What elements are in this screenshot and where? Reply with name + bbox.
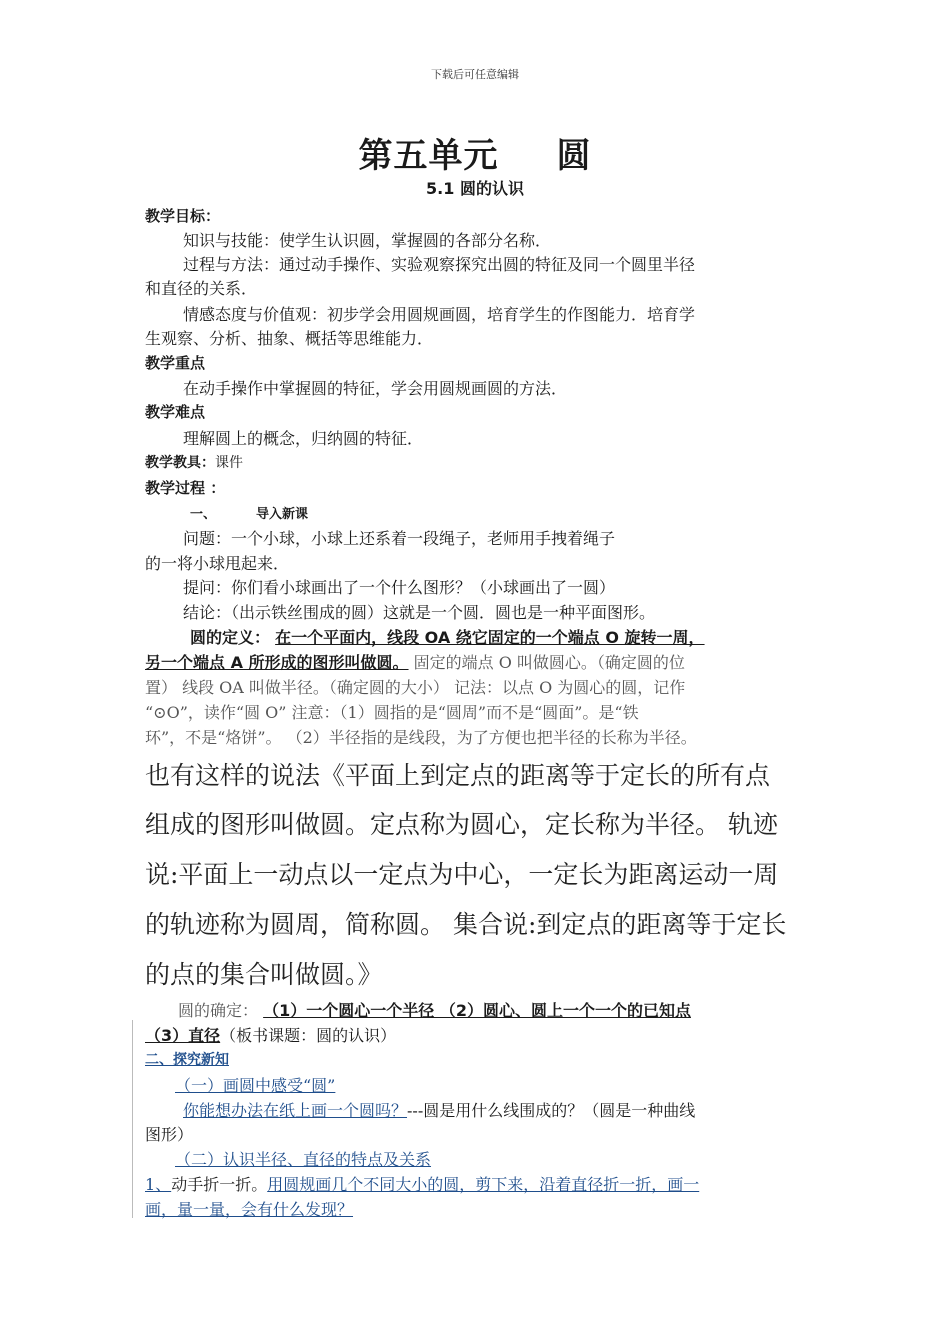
objectives-heading: 教学目标：	[145, 207, 221, 225]
definition-center: 固定的端点 O 叫做圆心。（确定圆的位	[413, 653, 685, 672]
teaching-tools	[145, 452, 243, 472]
page-header: 下载后可任意编辑	[431, 68, 519, 81]
section2-part2: （二）认识半径、直径的特点及关系	[175, 1150, 432, 1169]
section2-question-cont: 图形）	[145, 1125, 194, 1144]
activity-instruction: 用圆规画几个不同大小的圆，剪下来，沿着直径折一折，画一	[267, 1175, 700, 1194]
objective-process-cont: 和直径的关系．	[145, 279, 258, 298]
determination-a: （1）一个圆心一个半径 （2）圆心、圆上一个一个的已知点	[263, 1001, 691, 1020]
question-line2: 的一将小球甩起来．	[145, 554, 290, 573]
difficulty-text: 理解圆上的概念，归纳圆的特征．	[183, 429, 424, 448]
tools-label: 教学教具：	[145, 455, 215, 471]
key-point-text: 在动手操作中掌握圆的特征，学会用圆规画圆的方法．	[183, 379, 568, 398]
section2-question	[183, 1098, 695, 1121]
objective-process: 过程与方法：通过动手操作、实验观察探究出圆的特征及同一个圆里半径	[183, 255, 696, 274]
definition-line2	[145, 650, 685, 673]
section2-question-b: ---圆是用什么线围成的？（圆是一种曲线	[407, 1101, 696, 1120]
determination-line1	[178, 998, 691, 1021]
determination-b: （3）直径	[145, 1026, 221, 1045]
determination-line2	[145, 1023, 396, 1046]
conclusion-line: 结论：（出示铁丝围成的圆）这就是一个圆．圆也是一种平面图形。	[183, 603, 656, 622]
definition-notation: “⊙O”，读作“圆 O” 注意：（1）圆指的是“圆周”而不是“圆面”。是“铁	[145, 703, 639, 722]
objective-attitude: 情感态度与价值观：初步学会用圆规画圆，培育学生的作图能力．培育学	[183, 305, 696, 324]
alt-definition-line3: 说:平面上一动点以一定点为中心，一定长为距离运动一周	[145, 860, 779, 889]
alt-definition-line1: 也有这样的说法《平面上到定点的距离等于定长的所有点	[145, 761, 771, 790]
process-heading: 教学过程 ：	[145, 479, 226, 497]
activity-number: 1、	[145, 1175, 172, 1194]
determination-c: （板书课题：圆的认识）	[220, 1026, 397, 1045]
title-topic: 圆	[556, 136, 592, 176]
determination-label: 圆的确定：	[178, 1001, 259, 1020]
tools-value: 课件	[215, 455, 243, 471]
activity-line1	[145, 1172, 699, 1195]
key-point-heading: 教学重点	[145, 354, 206, 372]
question-line1: 问题：一个小球，小球上还系着一段绳子，老师用手拽着绳子	[183, 529, 616, 548]
objective-attitude-cont: 生观察、分析、抽象、概括等思维能力．	[145, 329, 434, 348]
difficulty-heading: 教学难点	[145, 403, 206, 421]
section1-title: 导入新课	[256, 507, 309, 522]
alt-definition-line5: 的点的集合叫做圆。》	[145, 960, 383, 989]
definition-radius: 置） 线段 OA 叫做半径。（确定圆的大小） 记法：以点 O 为圆心的圆，记作	[145, 678, 686, 697]
revision-bar	[132, 1020, 133, 1218]
definition-note: 环”，不是“烙饼”。 （2）半径指的是线段，为了方便也把半径的长称为半径。	[145, 728, 697, 747]
title-unit: 第五单元	[358, 136, 499, 176]
section1-number: 一、	[190, 507, 217, 522]
objective-knowledge: 知识与技能：使学生认识圆，掌握圆的各部分名称．	[183, 231, 552, 250]
lesson-subtitle: 5.1 圆的认识	[426, 179, 524, 198]
definition-text-a: 在一个平面内，线段 OA 绕它固定的一个端点 O 旋转一周，	[275, 628, 705, 647]
section2-question-a: 你能想办法在纸上画一个圆吗？	[183, 1101, 408, 1120]
alt-definition-line2: 组成的图形叫做圆。定点称为圆心，定长称为半径。 轨迹	[145, 810, 778, 839]
activity-title: 动手折一折。	[171, 1175, 268, 1194]
activity-line2: 画，量一量，会有什么发现？	[145, 1200, 354, 1219]
alt-definition-line4: 的轨迹称为圆周，简称圆。 集合说:到定点的距离等于定长	[145, 910, 787, 939]
definition-label: 圆的定义：	[190, 628, 271, 647]
definition-text-b: 另一个端点 A 所形成的图形叫做圆。	[145, 653, 409, 672]
section2-part1: （一）画圆中感受“圆”	[175, 1076, 336, 1095]
page-title	[0, 128, 950, 177]
definition-line1	[190, 625, 705, 648]
ask-line: 提问：你们看小球画出了一个什么图形？（小球画出了一圆）	[183, 578, 616, 597]
section2-title: 二、探究新知	[145, 1052, 229, 1068]
